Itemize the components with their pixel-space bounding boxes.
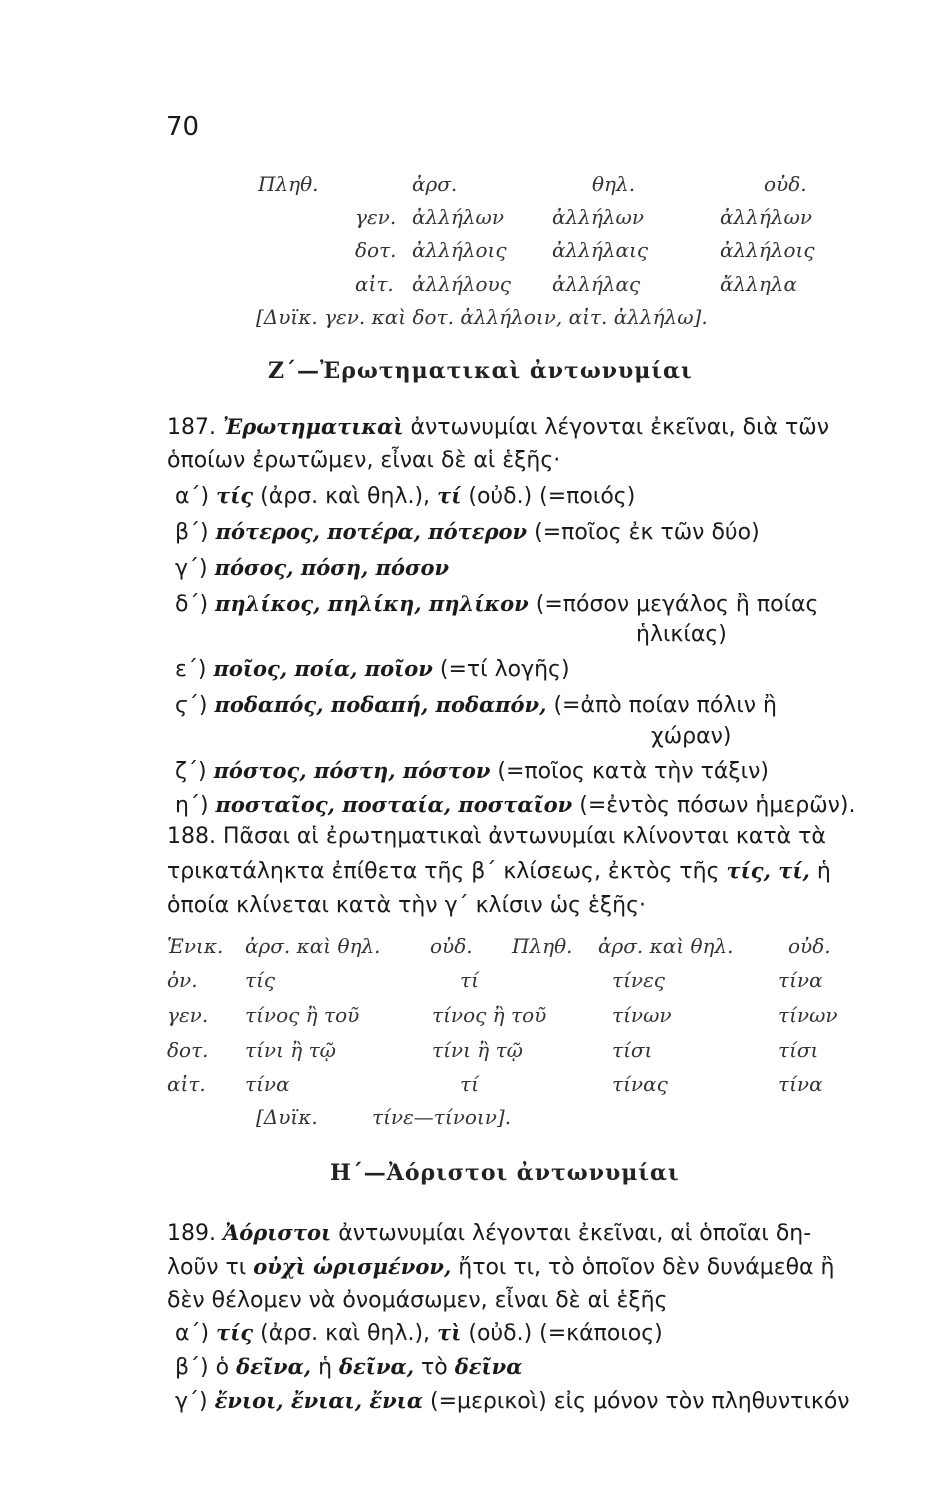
item-form: πηλίκος, πηλίκη, πηλίκον — [215, 591, 529, 616]
item-form: δεῖνα, — [236, 1354, 312, 1379]
section-heading-z: Ζ΄—Ἐρωτηματικαὶ ἀντωνυμίαι — [268, 358, 693, 384]
page-number: 70 — [166, 112, 200, 142]
paragraph-text: ἡ — [816, 859, 831, 884]
item-form: πόσος, πόση, πόσον — [214, 555, 450, 580]
term-bold: οὐχὶ ὡρισμένον, — [253, 1254, 452, 1279]
table-cell: τίνι ἢ τῷ — [245, 1038, 336, 1062]
table-cell: ἀλλήλων — [720, 205, 812, 229]
table-cell: τίνα — [778, 968, 823, 992]
table-header-cell: ἀρσ. καὶ θηλ. — [598, 934, 734, 958]
table-cell: τίνος ἢ τοῦ — [245, 1003, 360, 1027]
paragraph-number: 189. — [167, 1221, 216, 1246]
table-header-cell: οὐδ. — [764, 172, 807, 196]
item-label: γ΄) — [175, 556, 208, 581]
list-item — [175, 555, 449, 581]
paragraph-189-line1 — [167, 1220, 811, 1246]
paragraph-text: ἀντωνυμίαι λέγονται ἐκεῖναι, διὰ τῶν — [410, 415, 829, 440]
table-cell: ἀλλήλοις — [720, 238, 815, 262]
table-header-cell: Πληθ. — [258, 172, 319, 196]
table-cell: τίνα — [245, 1072, 290, 1096]
item-form: δεῖνα — [454, 1354, 523, 1379]
paragraph-188-line1: 188. Πᾶσαι αἱ ἐρωτηματικαὶ ἀντωνυμίαι κλίνονται κατὰ τὰ — [167, 824, 826, 849]
table-cell: τίσι — [778, 1038, 819, 1062]
paragraph-189-line3: δὲν θέλομεν νὰ ὀνομάσωμεν, εἶναι δὲ αἱ ἑξῆς — [167, 1288, 668, 1313]
table-cell: γεν. — [167, 1003, 209, 1027]
table-cell: γεν. — [355, 205, 397, 229]
item-form: πόστος, πόστη, πόστον — [213, 758, 491, 783]
dual-note-label: [Δυϊκ. — [256, 1105, 318, 1129]
term-bold: Ἀόριστοι — [222, 1220, 332, 1245]
table-cell: τί — [460, 1072, 479, 1096]
table-cell: τίνος ἢ τοῦ — [432, 1003, 547, 1027]
item-form: τὶ — [437, 1320, 462, 1345]
item-form: πότερος, ποτέρα, πότερον — [215, 519, 528, 544]
table-cell: ἀλλήλοις — [412, 238, 507, 262]
item-text: (οὐδ.) (=κάποιος) — [468, 1321, 663, 1346]
item-label: δ΄) — [175, 592, 209, 617]
list-item — [175, 1354, 522, 1380]
table-header-cell: οὐδ. — [430, 934, 473, 958]
paragraph-text: τρικατάληκτα ἐπίθετα τῆς β΄ κλίσεως, ἐκτὸς τῆς — [167, 859, 720, 884]
item-label: ε΄) — [175, 657, 207, 682]
paragraph-188-line3: ὁποία κλίνεται κατὰ τὴν γ΄ κλίσιν ὡς ἑξῆς· — [167, 893, 647, 918]
item-text: (=πόσον μεγάλος ἢ ποίας — [535, 592, 819, 617]
paragraph-text: ἀντωνυμίαι λέγονται ἐκεῖναι, αἱ ὁποῖαι δη- — [338, 1221, 812, 1246]
table-cell: ἀλλήλαις — [552, 238, 649, 262]
item-text: (=τί λογῆς) — [439, 657, 570, 682]
item-label: ϛ΄) — [175, 693, 208, 718]
item-form: τίς — [216, 1320, 254, 1345]
paragraph-number: 187. — [167, 415, 216, 440]
table-cell: τίνας — [612, 1072, 668, 1096]
table-cell: τίνων — [778, 1003, 838, 1027]
term-bold: Ἐρωτηματικαὶ — [222, 414, 404, 439]
item-text: τὸ — [421, 1355, 448, 1380]
item-form: ποδαπός, ποδαπή, ποδαπόν, — [214, 692, 547, 717]
table-cell: δοτ. — [355, 238, 397, 262]
list-item — [175, 591, 818, 617]
item-label: η΄) — [175, 793, 209, 818]
table-cell: ὀν. — [167, 968, 198, 992]
paragraph-text: λοῦν τι — [167, 1255, 247, 1280]
table-header-cell: οὐδ. — [788, 934, 831, 958]
term-bold: τίς, τί, — [726, 858, 810, 883]
paragraph-189-line2 — [167, 1254, 834, 1280]
list-item — [175, 1320, 663, 1346]
item-text: (=ποῖος κατὰ τὴν τάξιν) — [497, 759, 769, 784]
table-cell: τίσι — [612, 1038, 653, 1062]
item-form: ποσταῖος, ποσταία, ποσταῖον — [215, 792, 573, 817]
table-header-cell: Πληθ. — [512, 934, 573, 958]
table-header-cell: θηλ. — [592, 172, 636, 196]
item-label: β΄) — [175, 520, 209, 545]
table-cell: ἀλλήλων — [412, 205, 504, 229]
list-item — [175, 656, 570, 682]
table-cell: ἀλλήλους — [412, 272, 511, 296]
item-form: τίς — [216, 483, 254, 508]
list-item — [175, 1388, 850, 1414]
item-label: α΄) — [175, 484, 210, 509]
paragraph-187-line1 — [167, 414, 829, 440]
item-text: ἡ — [318, 1355, 333, 1380]
dual-note: [Δυϊκ. γεν. καὶ δοτ. ἀλλήλοιν, αἰτ. ἀλλήλω]. — [256, 305, 708, 329]
item-text: (ἀρσ. καὶ θηλ.), — [260, 1321, 431, 1346]
list-item — [175, 519, 760, 545]
item-form: δεῖνα, — [339, 1354, 415, 1379]
paragraph-text: ἤτοι τι, τὸ ὁποῖον δὲν δυνάμεθα ἢ — [458, 1255, 835, 1280]
item-form: ἔνιοι, ἔνιαι, ἔνια — [214, 1388, 423, 1413]
table-header-cell: ἀρσ. — [412, 172, 458, 196]
table-header-cell: Ἑνικ. — [167, 934, 224, 958]
list-item-continuation: χώραν) — [651, 724, 732, 749]
table-cell: τίνες — [612, 968, 665, 992]
table-cell: τίς — [245, 968, 276, 992]
item-text: (=ἀπὸ ποίαν πόλιν ἢ — [553, 693, 777, 718]
table-cell: τίνα — [778, 1072, 823, 1096]
item-text: ὁ — [215, 1355, 230, 1380]
item-label: ζ΄) — [175, 759, 207, 784]
item-label: α΄) — [175, 1321, 210, 1346]
table-cell: αἰτ. — [355, 272, 394, 296]
table-cell: τί — [460, 968, 479, 992]
table-cell: τίνι ἢ τῷ — [432, 1038, 523, 1062]
item-text: (=ποῖος ἐκ τῶν δύο) — [534, 520, 760, 545]
section-heading-h: Η΄—Ἀόριστοι ἀντωνυμίαι — [330, 1160, 680, 1186]
item-label: β΄) — [175, 1355, 209, 1380]
list-item — [175, 758, 769, 784]
list-item — [175, 483, 635, 509]
list-item — [175, 692, 777, 718]
table-cell: ἀλλήλων — [552, 205, 644, 229]
table-cell: δοτ. — [167, 1038, 209, 1062]
list-item-continuation: ἡλικίας) — [636, 622, 727, 647]
item-text: (=μερικοὶ) εἰς μόνον τὸν πληθυντικόν — [430, 1389, 850, 1414]
dual-note-value: τίνε—τίνοιν]. — [372, 1105, 512, 1129]
list-item — [175, 792, 856, 818]
table-cell: τίνων — [612, 1003, 672, 1027]
item-text: (οὐδ.) (=ποιός) — [468, 484, 636, 509]
item-text: (ἀρσ. καὶ θηλ.), — [260, 484, 431, 509]
paragraph-188-line2 — [167, 858, 831, 884]
table-header-cell: ἀρσ. καὶ θηλ. — [245, 934, 381, 958]
item-text: (=ἐντὸς πόσων ἡμερῶν). — [579, 793, 856, 818]
table-cell: αἰτ. — [167, 1072, 206, 1096]
item-form: ποῖος, ποία, ποῖον — [213, 656, 433, 681]
paragraph-187-line2: ὁποίων ἐρωτῶμεν, εἶναι δὲ αἱ ἑξῆς· — [167, 448, 561, 473]
item-label: γ΄) — [175, 1389, 208, 1414]
item-form: τί — [437, 483, 462, 508]
table-cell: ἄλληλα — [720, 272, 798, 296]
table-cell: ἀλλήλας — [552, 272, 641, 296]
